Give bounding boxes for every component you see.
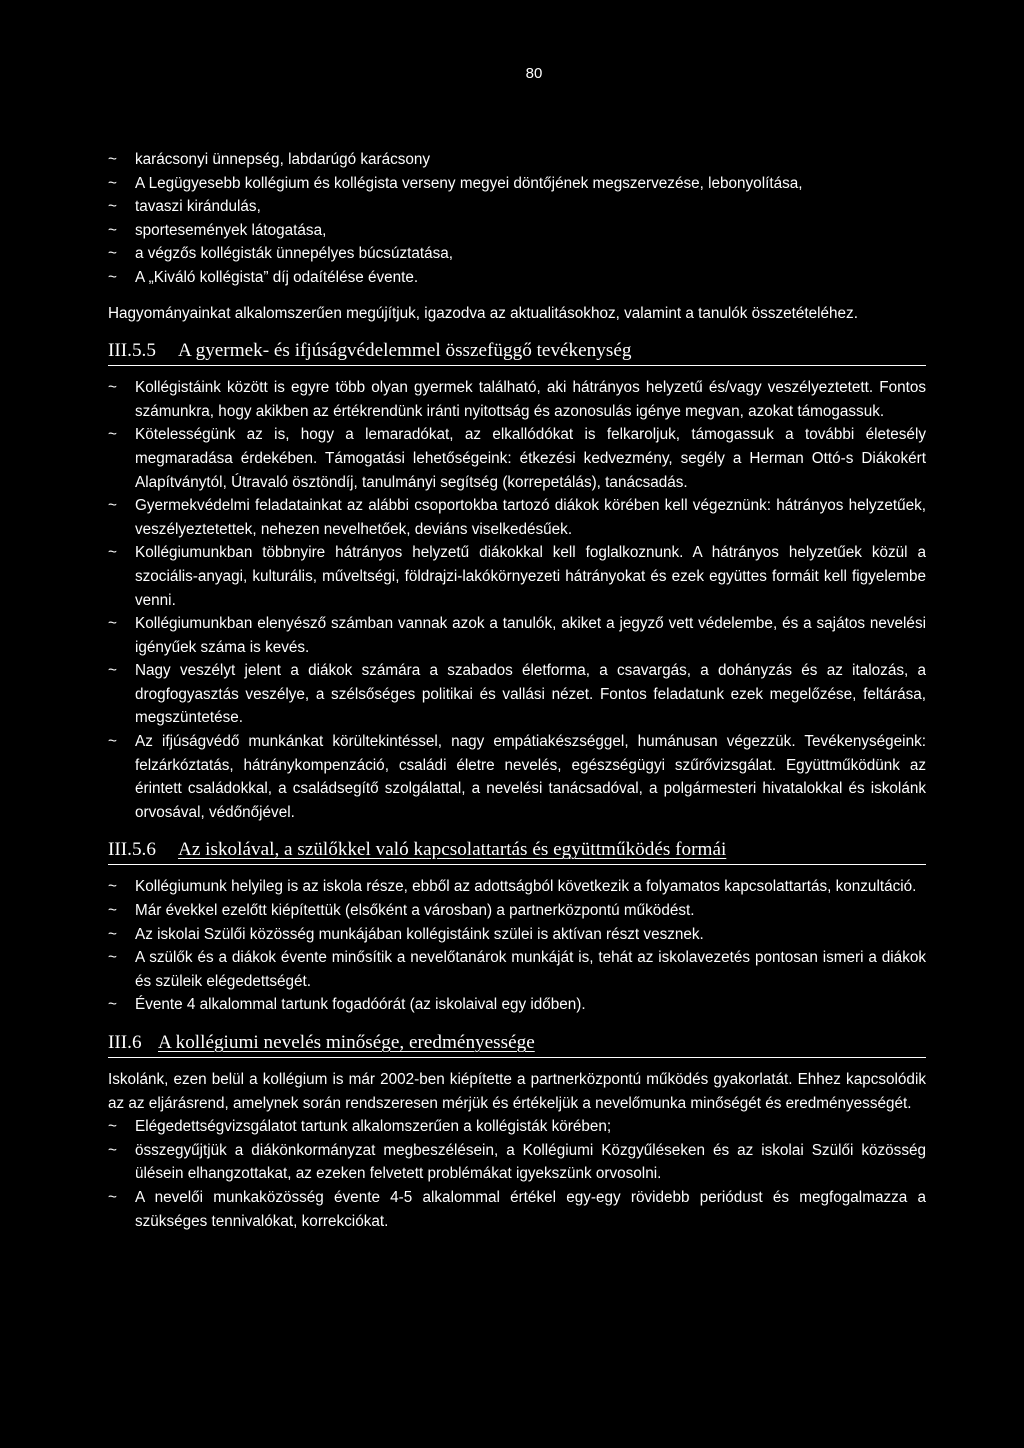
quality-intro-paragraph: Iskolánk, ezen belül a kollégium is már 2002-ben kiépítette a partnerközpontú működés gyakorlatát. Ehhez kapcsolódik az az eljárásrend, amelynek során rendszeresen mérjük és értékeljük a nevelőmunka minőségét és eredményességét.	[108, 1071, 926, 1112]
document-body	[108, 148, 926, 1233]
list-item: ~ Évente 4 alkalommal tartunk fogadóórát (az iskolaival egy időben).	[108, 993, 926, 1017]
list-item: ~ Kollégiumunkban többnyire hátrányos helyzetű diákokkal kell foglalkoznunk. A hátrányos helyzetűek közül a szociális-anyagi, kulturális, műveltségi, földrajzi-lakókörnyezeti hátrányokat és ezek együttes formáit kell figyelembe venni.	[108, 541, 926, 612]
list-item: ~ Elégedettségvizsgálatot tartunk alkalomszerűen a kollégisták körében;	[108, 1115, 926, 1139]
section-title: Az iskolával, a szülőkkel való kapcsolattartás és együttműködés formái	[178, 839, 727, 861]
list-item: ~ összegyűjtjük a diákönkormányzat megbeszélésein, a Kollégiumi Közgyűléseken és az iskolai Szülői közösség ülésein elhangzottakat, az ezeken felvetett problémákat igyekszünk orvosolni.	[108, 1139, 926, 1186]
section-number: III.6	[108, 1032, 142, 1053]
list-item: ~ sportesemények látogatása,	[108, 219, 926, 243]
list-item: ~ Az ifjúságvédő munkánkat körültekintéssel, nagy empátiakészséggel, humánusan végezzük. Tevékenységeink: felzárkóztatás, hátránykompenzáció, családi életre nevelés, egészségügyi szűrővizsgálat. Együttműködünk az érintett családokkal, a családsegítő szolgálattal, a nevelési tanácsadóval, a polgármesteri hivatalokkal és iskolánk orvosával, védőnőjével.	[108, 730, 926, 824]
section-number: III.5.5	[108, 340, 156, 362]
page-number: 80	[525, 65, 543, 82]
section-title: A kollégiumi nevelés minősége, eredményessége	[158, 1032, 535, 1053]
list-item: ~ A „Kiváló kollégista” díj odaítélése évente.	[108, 266, 926, 290]
list-item: ~ tavaszi kirándulás,	[108, 195, 926, 219]
list-item: ~ A szülők és a diákok évente minősítik a nevelőtanárok munkáját is, tehát az iskolavezetés pontosan ismeri a diákok és szüleik elégedettségét.	[108, 946, 926, 993]
child-protection-list	[108, 376, 926, 824]
list-item: ~ a végzős kollégisták ünnepélyes búcsúztatása,	[108, 242, 926, 266]
section-heading-355	[108, 339, 926, 366]
list-item: ~ Gyermekvédelmi feladatainkat az alábbi csoportokba tartozó diákok körében kell végeznünk: hátrányos helyzetűek, veszélyeztetettek, nehezen nevelhetőek, deviáns viselkedésűek.	[108, 494, 926, 541]
cooperation-list	[108, 875, 926, 1017]
section-number: III.5.6	[108, 839, 156, 861]
traditions-paragraph: Hagyományainkat alkalomszerűen megújítjuk, igazodva az aktualitásokhoz, valamint a tanulók összetételéhez.	[108, 304, 858, 322]
list-item: ~ A nevelői munkaközösség évente 4-5 alkalommal értékel egy-egy rövidebb periódust és megfogalmazza a szükséges tennivalókat, korrekciókat.	[108, 1186, 926, 1233]
list-item: ~ karácsonyi ünnepség, labdarúgó karácsony	[108, 148, 926, 172]
quality-list	[108, 1115, 926, 1233]
section-heading-36	[108, 1031, 926, 1058]
list-item: ~ Kollégiumunkban elenyésző számban vannak azok a tanulók, akiket a jegyző vett védelembe, és a sajátos nevelési igényűek száma is kevés.	[108, 612, 926, 659]
events-list	[108, 148, 926, 290]
list-item: ~ Kötelességünk az is, hogy a lemaradókat, az elkallódókat is felkaroljuk, támogassuk a további életesély megmaradása érdekében. Támogatási lehetőségeink: étkezési kedvezmény, segély a Herman Ottó-s Diákokért Alapítványtól, Útravaló ösztöndíj, tanulmányi segítség (korrepetálás), tanácsadás.	[108, 423, 926, 494]
list-item: ~ Kollégiumunk helyileg is az iskola része, ebből az adottságból következik a folyamatos kapcsolattartás, konzultáció.	[108, 875, 926, 899]
list-item: ~ Kollégistáink között is egyre több olyan gyermek található, aki hátrányos helyzetű és/vagy veszélyeztetett. Fontos számunkra, hogy akikben az értékrendünk iránti nyitottság és azonosulás igénye megvan, azokat támogassuk.	[108, 376, 926, 423]
section-title: A gyermek- és ifjúságvédelemmel összefüggő tevékenység	[178, 340, 632, 362]
section-heading-356	[108, 838, 926, 865]
list-item: ~ Az iskolai Szülői közösség munkájában kollégistáink szülei is aktívan részt vesznek.	[108, 923, 926, 947]
list-item: ~ Nagy veszélyt jelent a diákok számára a szabados életforma, a csavargás, a dohányzás és az italozás, a drogfogyasztás veszélye, a szélsőséges politikai és vallási nézet. Fontos feladatunk ezek megelőzése, feltárása, megszüntetése.	[108, 659, 926, 730]
list-item: ~ Már évekkel ezelőtt kiépítettük (elsőként a városban) a partnerközpontú működést.	[108, 899, 926, 923]
list-item: ~ A Legügyesebb kollégium és kollégista verseny megyei döntőjének megszervezése, lebonyolítása,	[108, 172, 926, 196]
